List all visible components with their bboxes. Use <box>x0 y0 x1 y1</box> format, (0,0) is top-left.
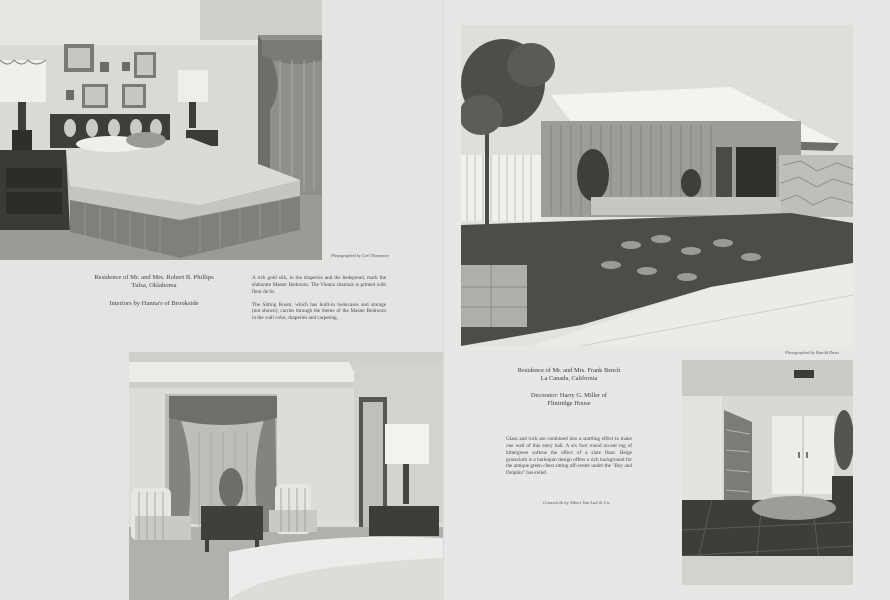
grasscloth-credit: Grasscloth by Albert Van Luit & Co. <box>543 500 611 505</box>
exterior-photo-credit: Photographed by Harold Davis <box>785 350 840 355</box>
left-paragraphs <box>252 275 386 328</box>
master-bedroom-photo <box>0 0 322 260</box>
right-page <box>446 0 890 600</box>
entry-hall-photo <box>682 360 853 585</box>
sitting-room-photo <box>129 352 444 600</box>
house-exterior-photo <box>461 25 853 346</box>
caption-residence <box>64 274 244 309</box>
caption-residence-name: Residence of Mr. and Mrs. Robert B. Phillips <box>94 274 214 281</box>
residence-location: La Canada, California <box>540 375 598 383</box>
top-photo-credit: Photographed by Carl Thompson <box>331 253 389 258</box>
entry-hall-description: Glass and rock are combined into a startling effect to make one wall of this entry hall. A six foot round accent rug of bittergreen softens the effect of a slate floor. Beige grasscloth is a harlequin design offers a rich background for the antique green chest sitting off-center under the "Boy and Dolphin" bas-relief. <box>506 436 632 477</box>
residence-heading <box>484 367 654 408</box>
residence-name: Residence of Mr. and Mrs. Frank Bench <box>517 367 621 374</box>
caption-location: Tulsa, Oklahoma <box>131 282 177 290</box>
decorator-firm: Flintridge House <box>547 399 591 407</box>
caption-interiors: Interiors by Hanna's of Brookside <box>109 300 199 308</box>
paragraph-2: The Sitting Room, which has built-in bookcases and storage (not shown), carries through the theme of the Master Bedroom in the wall color, draperies and carpeting. <box>252 301 386 322</box>
decorator-line: Decorator: Harry G. Miller of <box>530 391 608 399</box>
left-page <box>0 0 444 600</box>
paragraph-1: A rich gold silk, in the draperies and the bedspread, mark the elaborate Master Bedroom. The Vienna chamois is printed with fleur de lis. <box>252 275 386 295</box>
